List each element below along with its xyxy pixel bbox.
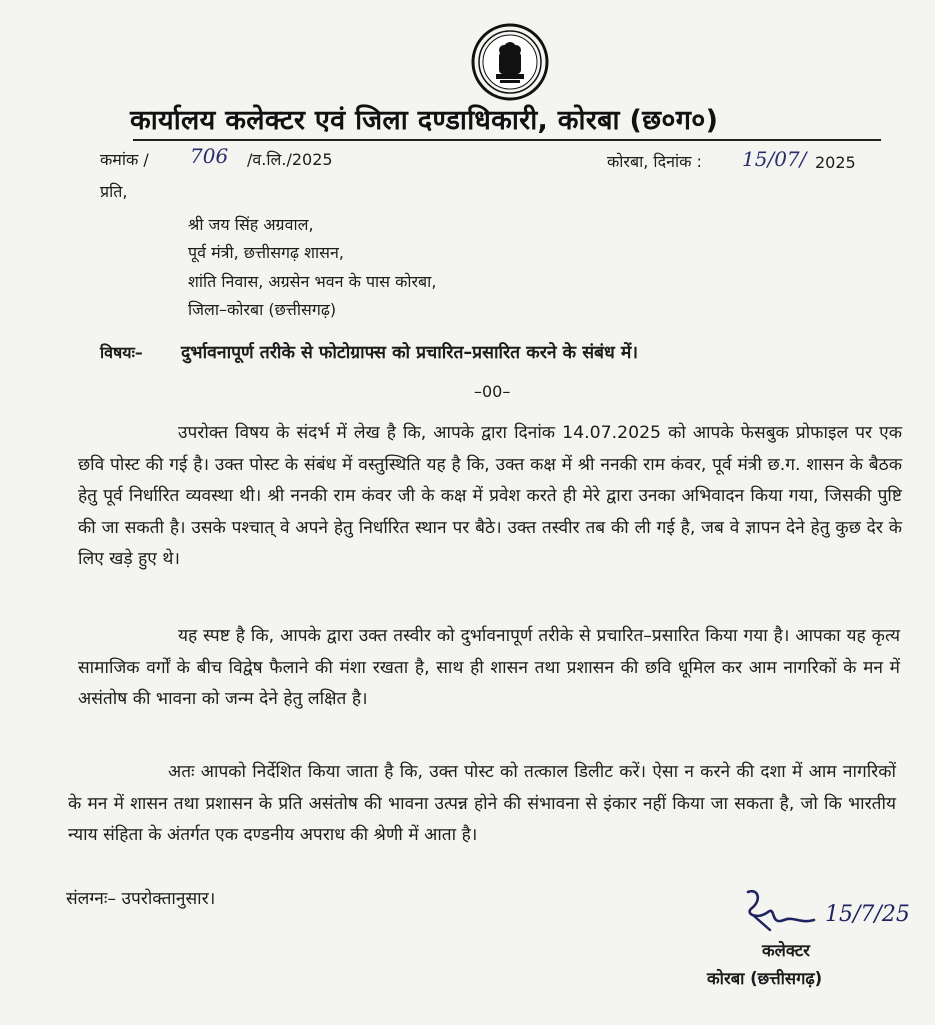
to-label: प्रति, [100, 182, 128, 201]
recipient-address: शांति निवास, अग्रसेन भवन के पास कोरबा, [188, 272, 437, 291]
reference-suffix: /व.लि./2025 [247, 150, 333, 169]
signatory-place: कोरबा (छत्तीसगढ़) [707, 969, 823, 988]
signature-block [740, 886, 910, 940]
signatory-title: कलेक्टर [762, 941, 810, 960]
recipient-designation: पूर्व मंत्री, छत्तीसगढ़ शासन, [188, 243, 344, 262]
recipient-district: जिला–कोरबा (छत्तीसगढ़) [188, 300, 337, 319]
place-date-prefix: कोरबा, दिनांक : [607, 152, 702, 171]
reference-prefix: कमांक / [100, 150, 149, 169]
separator: –00– [474, 382, 511, 401]
body-paragraph-2: यह स्पष्ट है कि, आपके द्वारा उक्त तस्वीर को दुर्भावनापूर्ण तरीके से प्रचारित–प्रसारित किया गया है। आपका यह कृत्य सामाजिक वर्गों के बीच विद्वेष फैलाने की मंशा रखता है, साथ ही शासन तथा प्रशासन की छवि धूमिल कर आम नागरिकों के मन में असंतोष की भावना को जन्म देने हेतु लक्षित है। [78, 626, 900, 709]
office-heading: कार्यालय कलेक्टर एवं जिला दण्डाधिकारी, कोरबा (छ०ग०) [130, 105, 719, 136]
handwritten-date: 15/07/ [742, 147, 807, 171]
signature-date: 15/7/25 [825, 902, 910, 927]
recipient-name: श्री जय सिंह अग्रवाल, [188, 215, 314, 234]
state-emblem-seal [470, 22, 550, 102]
body-paragraph-3: अतः आपको निर्देशित किया जाता है कि, उक्त पोस्ट को तत्काल डिलीट करें। ऐसा न करने की दशा में आम नागरिकों के मन में शासन तथा प्रशासन के प्रति असंतोष की भावना उत्पन्न होने की संभावना से इंकार नहीं किया जा सकता है, जो कि भारतीय न्याय संहिता के अंतर्गत एक दण्डनीय अपराध की श्रेणी में आता है। [68, 762, 896, 845]
enclosure-note: संलग्नः– उपरोक्तानुसार। [66, 889, 216, 909]
date-year: 2025 [815, 153, 856, 172]
subject-text: दुर्भावनापूर्ण तरीके से फोटोग्राफ्स को प्रचारित–प्रसारित करने के संबंध में। [181, 343, 638, 363]
reference-number: 706 [190, 144, 229, 168]
handwritten-signature [740, 886, 825, 936]
body-paragraph-1: उपरोक्त विषय के संदर्भ में लेख है कि, आपके द्वारा दिनांक 14.07.2025 को आपके फेसबुक प्रोफाइल पर एक छवि पोस्ट की गई है। उक्त पोस्ट के संबंध में वस्तुस्थिति यह है कि, उक्त कक्ष में श्री ननकी राम कंवर, पूर्व मंत्री छ.ग. शासन के बैठक हेतु पूर्व निर्धारित व्यवस्था थी। श्री ननकी राम कंवर जी के कक्ष में प्रवेश करते ही मेरे द्वारा उनका अभिवादन किया गया, जिसकी पुष्टि की जा सकती है। उसके पश्चात् वे अपने हेतु निर्धारित स्थान पर बैठे। उक्त तस्वीर तब की ली गई है, जब वे ज्ञापन देने हेतु कुछ देर के लिए खड़े हुए थे। [78, 423, 902, 569]
heading-underline [133, 139, 881, 141]
subject-label: विषयः– [100, 343, 143, 362]
